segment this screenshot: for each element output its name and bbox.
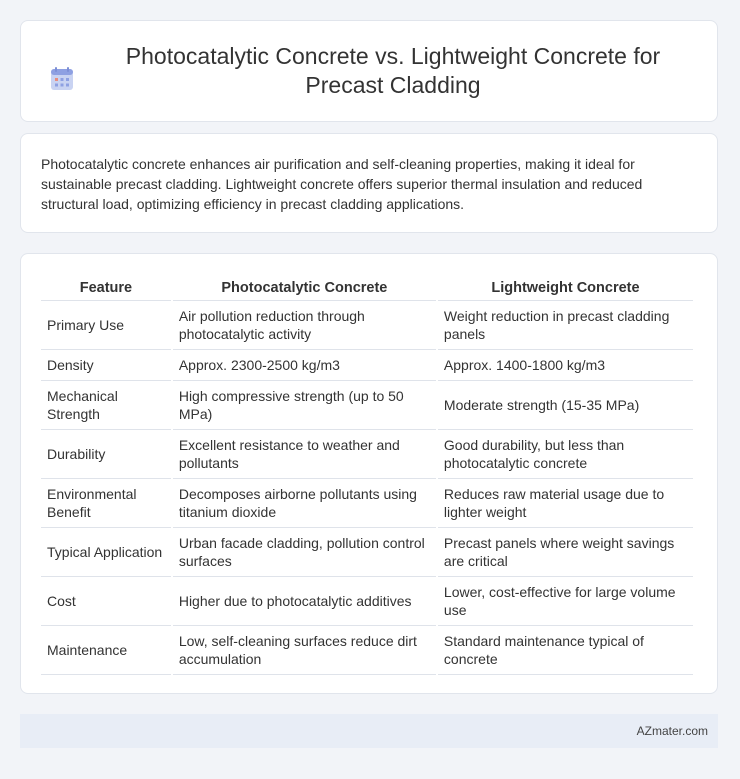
- table-row: [41, 528, 693, 577]
- footer-bar: [20, 714, 718, 748]
- photocatalytic-cell: Urban facade cladding, pollution control surfaces: [173, 528, 436, 577]
- lightweight-cell: Weight reduction in precast cladding panels: [438, 301, 693, 350]
- photocatalytic-cell: Air pollution reduction through photocatalytic activity: [173, 301, 436, 350]
- column-header-lightweight: Lightweight Concrete: [438, 276, 693, 301]
- lightweight-cell: Moderate strength (15-35 MPa): [438, 381, 693, 430]
- comparison-table-card: [20, 253, 718, 694]
- photocatalytic-cell: Approx. 2300-2500 kg/m3: [173, 350, 436, 381]
- column-header-feature: Feature: [41, 276, 171, 301]
- table-row: [41, 577, 693, 626]
- feature-cell: Typical Application: [41, 528, 171, 577]
- footer-brand: AZmater.com: [636, 724, 708, 738]
- table-header-row: [41, 276, 693, 301]
- lightweight-cell: Approx. 1400-1800 kg/m3: [438, 350, 693, 381]
- page-title: Photocatalytic Concrete vs. Lightweight Concrete for Precast Cladding: [125, 43, 661, 98]
- photocatalytic-cell: High compressive strength (up to 50 MPa): [173, 381, 436, 430]
- column-header-photocatalytic: Photocatalytic Concrete: [173, 276, 436, 301]
- feature-cell: Cost: [41, 577, 171, 626]
- lightweight-cell: Good durability, but less than photocatalytic concrete: [438, 430, 693, 479]
- lightweight-cell: Reduces raw material usage due to lighter weight: [438, 479, 693, 528]
- lightweight-cell: Standard maintenance typical of concrete: [438, 626, 693, 675]
- feature-cell: Maintenance: [41, 626, 171, 675]
- table-row: [41, 301, 693, 350]
- title-wrap: [49, 42, 689, 100]
- summary-text: Photocatalytic concrete enhances air purification and self-cleaning properties, making it ideal for sustainable precast cladding. Lightweight concrete offers superior thermal insulation and reduced structural load, optimizing efficiency in precast cladding applications.: [41, 156, 643, 212]
- lightweight-cell: Lower, cost-effective for large volume use: [438, 577, 693, 626]
- table-row: [41, 350, 693, 381]
- feature-cell: Density: [41, 350, 171, 381]
- title-card: [20, 20, 718, 122]
- table-row: [41, 479, 693, 528]
- feature-cell: Primary Use: [41, 301, 171, 350]
- comparison-table: [39, 276, 695, 675]
- lightweight-cell: Precast panels where weight savings are critical: [438, 528, 693, 577]
- feature-cell: Durability: [41, 430, 171, 479]
- summary-card: [20, 133, 718, 233]
- table-row: [41, 626, 693, 675]
- feature-cell: Environmental Benefit: [41, 479, 171, 528]
- calendar-icon: [49, 66, 75, 92]
- table-row: [41, 430, 693, 479]
- photocatalytic-cell: Low, self-cleaning surfaces reduce dirt accumulation: [173, 626, 436, 675]
- feature-cell: Mechanical Strength: [41, 381, 171, 430]
- photocatalytic-cell: Excellent resistance to weather and pollutants: [173, 430, 436, 479]
- photocatalytic-cell: Decomposes airborne pollutants using titanium dioxide: [173, 479, 436, 528]
- table-row: [41, 381, 693, 430]
- photocatalytic-cell: Higher due to photocatalytic additives: [173, 577, 436, 626]
